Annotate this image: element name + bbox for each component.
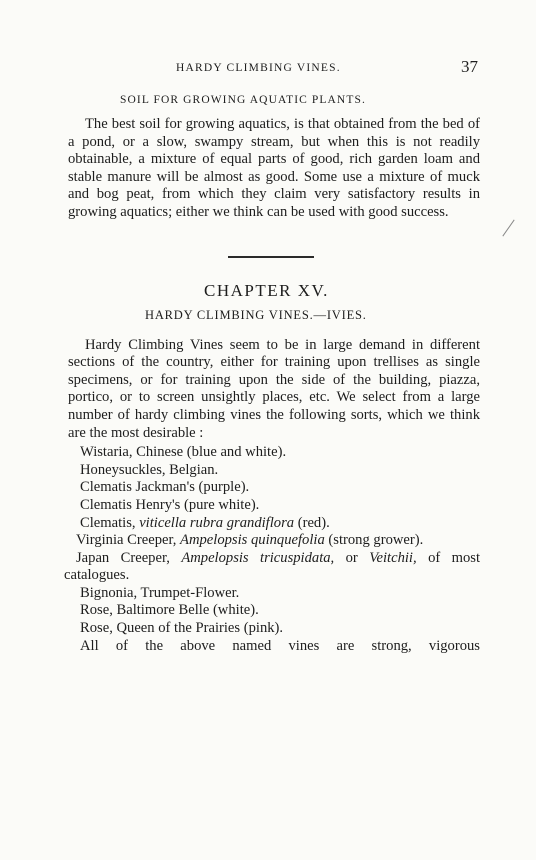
item-text: or	[345, 549, 358, 566]
closing-line: All of the above named vines are strong, vigorous	[80, 637, 480, 654]
list-item: Bignonia, Trumpet-Flower.	[80, 584, 240, 601]
latin-name: Ampelopsis quinquefolia	[180, 532, 325, 549]
running-head	[68, 52, 480, 76]
chapter-intro-paragraph: Hardy Climbing Vines seem to be in large demand in different sections of the country, either for training upon trellises as single specimens, or for training upon the side of the building, piazza, portico, or to screen unsightly places, etc. We select from a large number of hardy climbing vines the following sorts, which we think are the most desirable :	[68, 336, 480, 441]
list-item: Honeysuckles, Belgian.	[80, 461, 219, 478]
chapter-subheading: HARDY CLIMBING VINES.—IVIES.	[145, 307, 367, 322]
list-item	[68, 515, 480, 533]
latin-name: Veitchii,	[369, 549, 417, 566]
list-item: Wistaria, Chinese (blue and white).	[80, 444, 287, 461]
item-text: (strong grower).	[328, 532, 424, 549]
list-item	[64, 532, 480, 550]
item-text: Virginia Creeper,	[76, 532, 177, 549]
list-item: Clematis Jackman's (purple).	[80, 479, 250, 496]
section-divider	[228, 256, 314, 258]
chapter-heading: CHAPTER XV.	[204, 280, 329, 300]
latin-name: viticella rubra grandiflora	[139, 514, 295, 531]
item-text: (red).	[297, 514, 330, 531]
book-page	[64, 52, 481, 655]
running-title: HARDY CLIMBING VINES.	[176, 62, 341, 74]
margin-pencil-mark	[502, 220, 514, 237]
page-number: 37	[461, 57, 478, 76]
list-item: Clematis Henry's (pure white).	[80, 496, 260, 513]
item-text: of most catalogues.	[64, 549, 481, 584]
latin-name: Ampelopsis tricuspidata,	[181, 549, 335, 566]
item-text: Japan Creeper,	[76, 549, 170, 566]
soil-paragraph: The best soil for growing aquatics, is that obtained from the bed of a pond, or a slow, swampy stream, but when this is not readily obtainable, a mixture of equal parts of good, rich garden loam and stable manure will be almost as good. Some use a mixture of muck and bog peat, from which they claim very satisfactory results in growing aquatics; either we think can be used with good success.	[68, 116, 480, 220]
vine-list	[64, 444, 481, 655]
section-title: SOIL FOR GROWING AQUATIC PLANTS.	[120, 94, 366, 106]
list-item	[64, 550, 480, 585]
list-item: Rose, Baltimore Belle (white).	[80, 602, 259, 619]
list-item: Rose, Queen of the Prairies (pink).	[80, 620, 284, 637]
item-text: Clematis,	[80, 514, 136, 531]
